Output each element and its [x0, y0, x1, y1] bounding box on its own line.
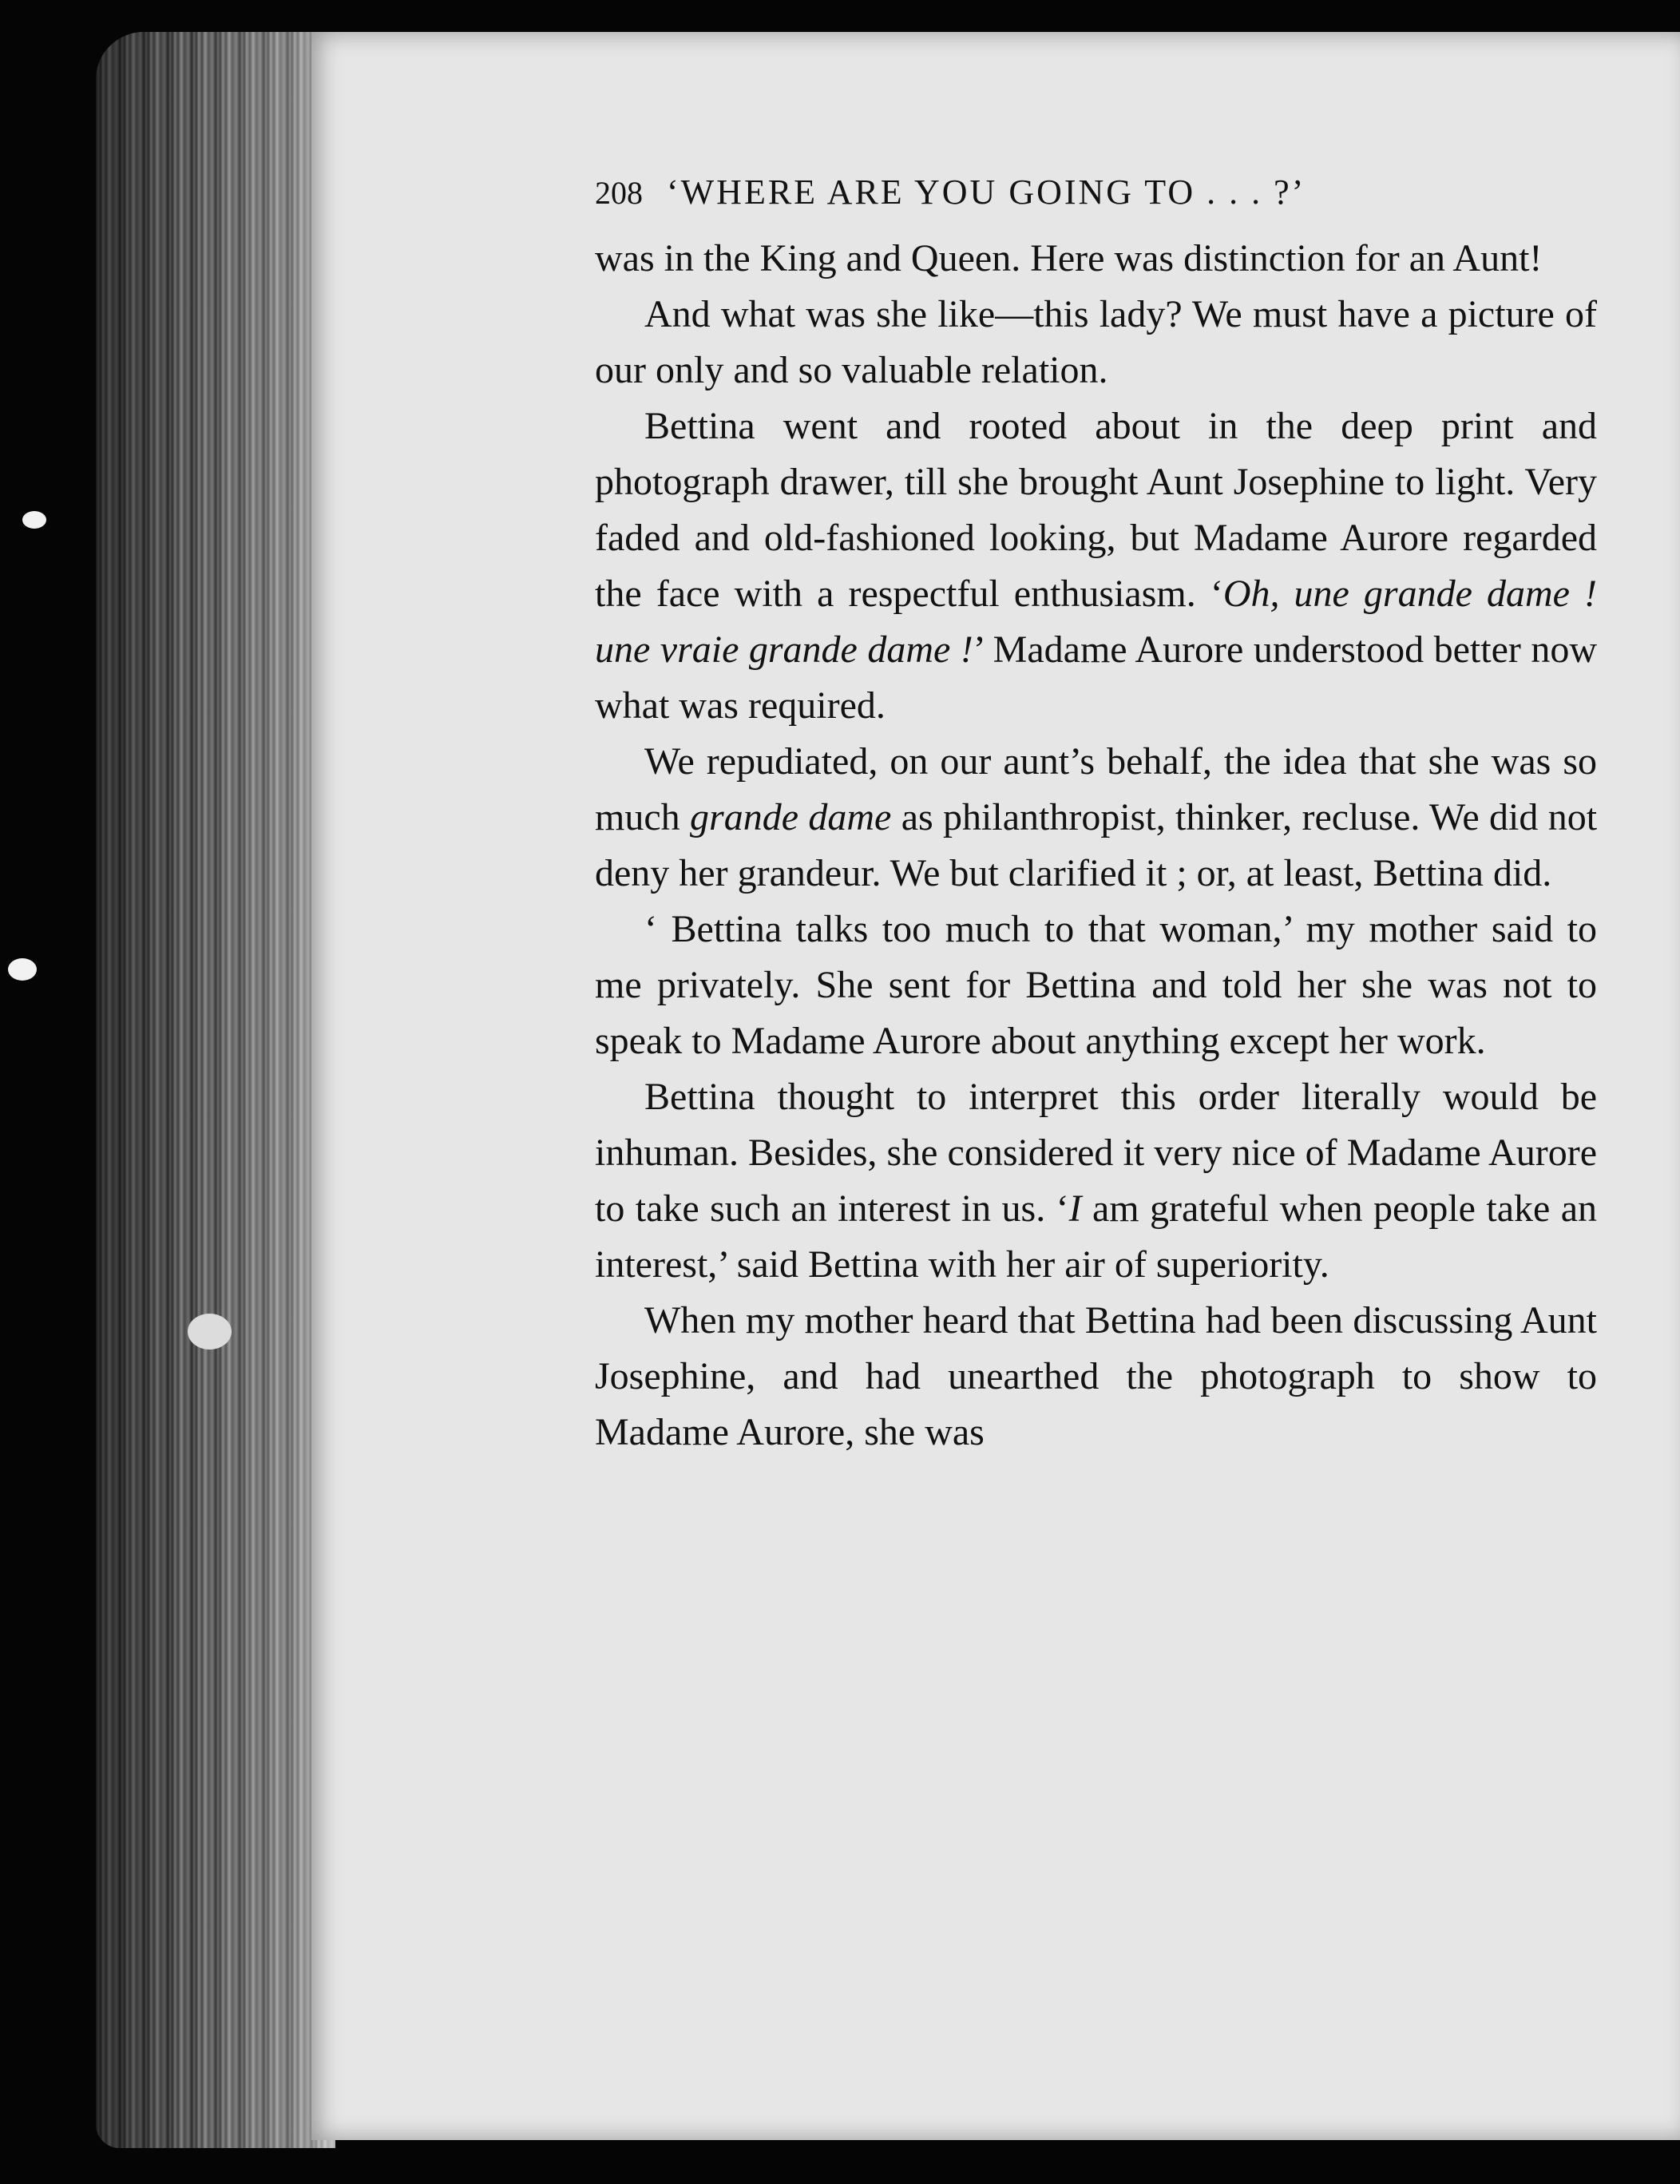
paragraph-p3 [595, 398, 1597, 734]
page-number: 208 [595, 175, 643, 211]
italic-text: I [1068, 1187, 1082, 1230]
book-fore-edge [96, 32, 335, 2148]
text-run: We repudiated, on our aunt’s behalf, the idea that she was so much [595, 740, 1597, 838]
paragraph-p7 [595, 1293, 1597, 1461]
speck [188, 1314, 232, 1350]
paragraph-p1 [595, 231, 1597, 287]
paragraph-p5 [595, 902, 1597, 1069]
paragraph-p6 [595, 1069, 1597, 1293]
body-text [595, 231, 1597, 1461]
page-content [595, 172, 1597, 1461]
running-head [595, 172, 1597, 228]
text-run: Bettina went and rooted about in the deep print and photograph drawer, till she brought Aunt Josephine to light. Very faded and old-fashioned looking, but Madame Aurore regarded the face with a respectful enthusiasm. ‘ [595, 405, 1597, 615]
speck [8, 958, 37, 981]
text-run: When my mother heard that Bettina had been discussing Aunt Josephine, and had unearthed the photograph to show to Madame Aurore, she was [595, 1299, 1597, 1453]
running-head-title: ‘WHERE ARE YOU GOING TO . . . ?’ [667, 172, 1306, 212]
text-run: was in the King and Queen. Here was distinction for an Aunt! [595, 237, 1543, 279]
text-run: Bettina thought to interpret this order literally would be inhuman. Besides, she considered it very nice of Madame Aurore to take such an interest in us. ‘ [595, 1076, 1597, 1230]
paragraph-p4 [595, 734, 1597, 902]
text-run: ‘ Bettina talks too much to that woman,’ my mother said to me privately. She sent for Bettina and told her she was not to speak to Madame Aurore about anything except her work. [595, 908, 1597, 1062]
text-run: ’ Madame Aurore understood better now what was required. [595, 628, 1598, 727]
speck [22, 511, 46, 529]
italic-text: Oh, une grande dame ! une vraie grande dame ! [595, 573, 1598, 671]
text-run: am grateful when people take an interest,’ said Bettina with her air of superiority. [595, 1187, 1597, 1286]
text-run: as philanthropist, thinker, recluse. We did not deny her grandeur. We but clarified it ; or, at least, Bettina did. [595, 796, 1598, 894]
paragraph-p2 [595, 287, 1597, 398]
text-run: And what was she like—this lady? We must have a picture of our only and so valuable relation. [595, 293, 1597, 391]
italic-text: grande dame [690, 796, 892, 838]
